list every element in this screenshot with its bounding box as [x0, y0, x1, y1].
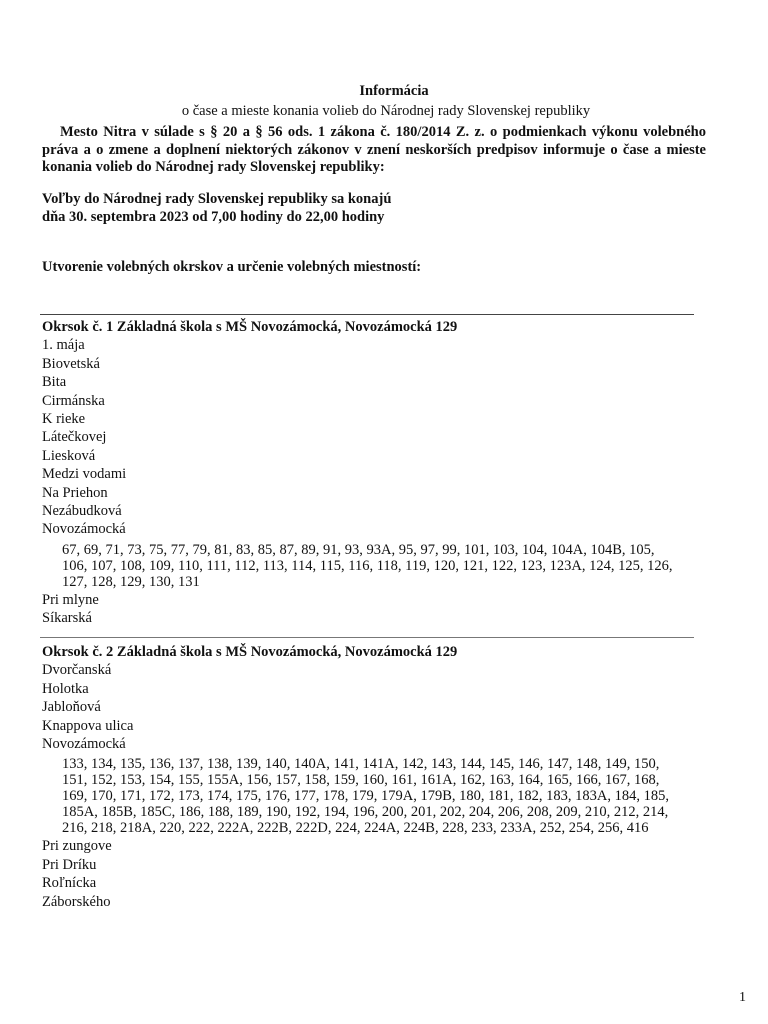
- street-item: K rieke: [42, 411, 86, 428]
- street-item: Holotka: [42, 680, 89, 697]
- house-numbers: 133, 134, 135, 136, 137, 138, 139, 140, 140A, 141, 141A, 142, 143, 144, 145, 146, 147, 148, 149, 150, 151, 152, 153, 154, 155, 155A, 156, 157, 158, 159, 160, 161, 161A, 162, 163, 164, 165, 166, 167, 168, 169, 170, 171, 172, 173, 174, 175, 176, 177, 178, 179, 179A, 179B, 180, 181, 182, 183, 183A, 184, 185, 185A, 185B, 185C, 186, 188, 189, 190, 192, 194, 196, 200, 201, 202, 204, 206, 208, 209, 210, 212, 214, 216, 218, 218A, 220, 222, 222A, 222B, 222D, 224, 224A, 224B, 228, 233, 233A, 252, 254, 256, 416: [62, 756, 669, 837]
- street-item: Novozámocká: [42, 521, 126, 538]
- street-list: [42, 591, 702, 628]
- street-item: Biovetská: [42, 355, 100, 372]
- street-item: Síkarská: [42, 610, 92, 627]
- street-item: Nezábudková: [42, 503, 122, 520]
- district-2: [42, 643, 702, 911]
- divider-line: [40, 314, 694, 315]
- election-date-block: [42, 191, 702, 226]
- street-item: Záborského: [42, 893, 111, 910]
- street-list: [42, 336, 702, 538]
- street-item: Pri zungove: [42, 838, 112, 855]
- district-title: Okrsok č. 1 Základná škola s MŠ Novozámocká, Novozámocká 129: [42, 319, 458, 335]
- election-line-1: Voľby do Národnej rady Slovenskej republiky sa konajú: [42, 191, 392, 207]
- intro-paragraph: Mesto Nitra v súlade s § 20 a § 56 ods. 1 zákona č. 180/2014 Z. z. o podmienkach výkonu volebného práva a o zmene a doplnení niektorých zákonov v znení neskorších predpisov informuje o čase a mieste konania volieb do Národnej rady Slovenskej republiky:: [42, 124, 706, 175]
- district-title: Okrsok č. 2 Základná škola s MŠ Novozámocká, Novozámocká 129: [42, 644, 458, 660]
- street-item: Na Priehon: [42, 484, 108, 501]
- street-list: [42, 661, 702, 753]
- street-list: [42, 837, 702, 911]
- street-item: Medzi vodami: [42, 466, 127, 483]
- street-item: Pri mlyne: [42, 591, 99, 608]
- street-item: Liesková: [42, 447, 96, 464]
- street-item: Roľnícka: [42, 875, 97, 892]
- street-item: 1. mája: [42, 337, 85, 354]
- document-title: Informácia: [359, 83, 429, 99]
- street-item: Pri Dríku: [42, 856, 97, 873]
- street-item: Látečkovej: [42, 429, 107, 446]
- house-numbers: 67, 69, 71, 73, 75, 77, 79, 81, 83, 85, 87, 89, 91, 93, 93A, 95, 97, 99, 101, 103, 104, 104A, 104B, 105, 106, 107, 108, 109, 110, 111, 112, 113, 114, 115, 116, 118, 119, 120, 121, 122, 123, 123A, 124, 125, 126, 127, 128, 129, 130, 131: [62, 541, 673, 590]
- page-number: 1: [739, 990, 746, 1005]
- street-item: Knappova ulica: [42, 717, 134, 734]
- street-item: Bita: [42, 374, 67, 391]
- street-item: Jabloňová: [42, 699, 101, 716]
- district-1: [42, 318, 702, 628]
- election-line-2: dňa 30. septembra 2023 od 7,00 hodiny do 22,00 hodiny: [42, 208, 385, 225]
- street-item: Novozámocká: [42, 736, 126, 753]
- street-item: Dvorčanská: [42, 662, 112, 679]
- street-item: Cirmánska: [42, 392, 105, 409]
- section-heading: Utvorenie volebných okrskov a určenie volebných miestností:: [42, 259, 422, 275]
- divider-line: [40, 637, 694, 638]
- document-subtitle: o čase a mieste konania volieb do Národnej rady Slovenskej republiky: [181, 103, 591, 119]
